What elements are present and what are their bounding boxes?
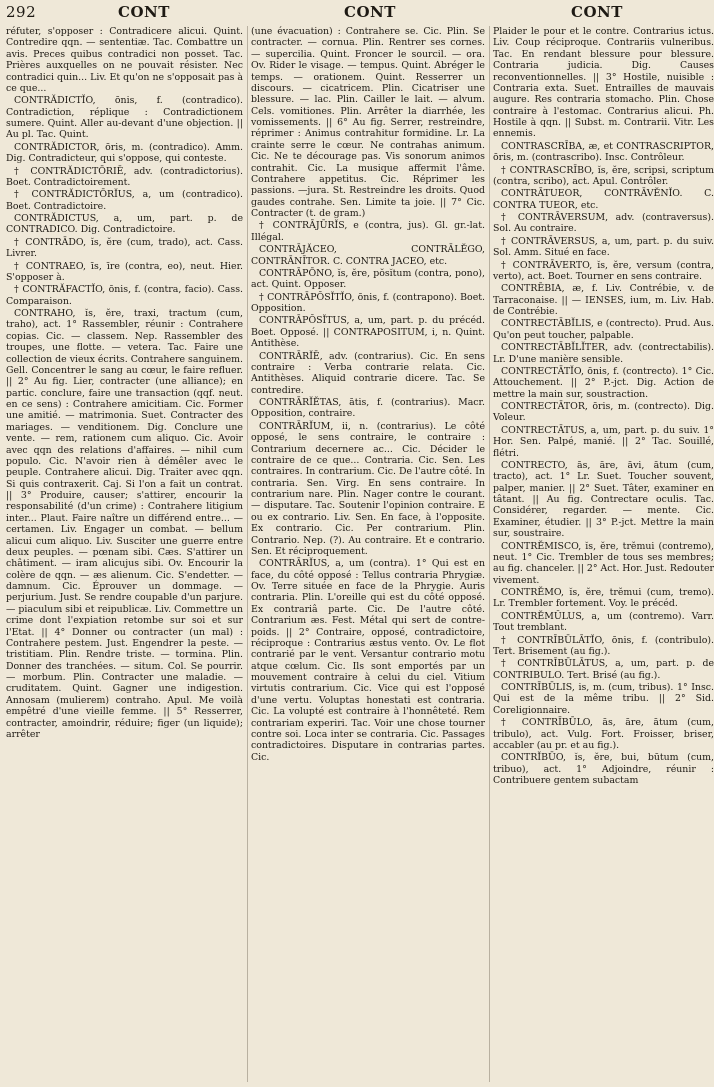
dictionary-entry: CONTRECTĀTOR, ōris, m. (contrecto). Dig. Voleur. [493,401,714,424]
dictionary-entry: † CONTRĀVERSUS, a, um, part. p. du suiv. Sol. Amm. Situé en face. [493,235,714,259]
dictionary-entry: Plaider le pour et le contre. Contrarius ictus. Liv. Coup réciproque. Contrariis vulneribus. Tac. En rendant blessure pour blessure. Contraria judicia. Dig. Causes reconventionnelles. || 3° Hostile, nuisible : Contraria exta. Suet. Entrailles de mauvais augure. Res contraria stomacho. Plin. Chose contraire à l'estomac. Contrarius alicui. Ph. Hostile à qqn. || Subst. m. Contrarii. Vitr. Les ennemis. [493,26,714,140]
dictionary-entry: CONTRĔMISCO, ĭs, ĕre, trĕmui (contremo), neut. 1° Cic. Trembler de tous ses membres; au fig. chanceler. || 2° Act. Hor. Just. Redouter vivement. [493,540,714,586]
dictionary-entry: CONTRĀTUEOR, CONTRĀVĔNĬO. C. CONTRA TUEOR, etc. [493,188,714,211]
dictionary-entry: † CONTRĂFACTĬO, ōnis, f. (contra, facio). Cass. Comparaison. [6,284,243,307]
dictionary-entry: CONTRĂDICTUS, a, um, part. p. de CONTRADICO. Dig. Contradictoire. [6,213,243,236]
dictionary-entry: CONTRĀJĂCEO, CONTRĀLĔGO, CONTRĀNĪTOR. C. CONTRA JACEO, etc. [251,244,485,267]
dictionary-entry: CONTRĒBIA, æ, f. Liv. Contrébie, v. de Tarraconaise. || — IENSES, ium, m. Liv. Hab. de Contrébie. [493,283,714,317]
dictionary-entry: CONTRĪBŪLIS, is, m. (cum, tribus). 1° Insc. Qui est de la même tribu. || 2° Sid. Coreligionnaire. [493,682,714,716]
dictionary-entry: † CONTRĀPŎSĬTĬO, ōnis, f. (contrapono). Boet. Opposition. [251,291,485,314]
dictionary-entry: CONTRĂDICTĬO, ōnis, f. (contradico). Contradiction, réplique : Contradictionem sumere. Quint. Aller au-devant d'une objection. || Au pl. Tac. Quint. [6,95,243,141]
column-3 [489,26,714,1082]
dictionary-entry: † CONTRĀVERTO, ĭs, ĕre, versum (contra, verto), act. Boet. Tourner en sens contraire. [493,259,714,282]
dictionary-entry: CONTRĀRĬĔTAS, ātis, f. (contrarius). Macr. Opposition, contraire. [251,397,485,420]
column-1 [6,26,243,1082]
dictionary-entry: CONTRECTĀTĬO, ōnis, f. (contrecto). 1° Cic. Attouchement. || 2° P.-jct. Dig. Action de mettre la main sur, soustraction. [493,365,714,400]
dictionary-entry: CONTRĔMO, ĭs, ĕre, trĕmui (cum, tremo). Lr. Trembler fortement. Voy. le précéd. [493,587,714,610]
dictionary-entry: CONTRĀRĬUM, ii, n. (contrarius). Le côté opposé, le sens contraire, le contraire : Contrarium decernere ac... Cic. Décider le contraire de ce que... Contraria. Cic. Sen. Les contraires. In contrarium. Cic. De l'autre côté. In contraria. Sen. Virg. En sens contraire. In contrarium nare. Plin. Nager contre le courant. — disputare. Tac. Soutenir l'opinion contraire. E ou ex contrario. Liv. Sen. En face, à l'opposite. Ex contrario. Cic. Per contrarium. Plin. Contrario. Nep. (?). Au contraire. Et e contrario. Sen. Et réciproquement. [251,420,485,557]
dictionary-entry: † CONTRĪBŪLĀTĬO, ōnis, f. (contribulo). Tert. Brisement (au fig.). [493,634,714,657]
dictionary-entry: CONTRĔMŬLUS, a, um (contremo). Varr. Tout tremblant. [493,610,714,634]
column-2 [247,26,485,1082]
dictionary-entry: CONTRĬBŪO, ĭs, ĕre, bui, būtum (cum, tribuo), act. 1° Adjoindre, réunir : Contribuere gentem subactam [493,752,714,786]
dictionary-entry: CONTRECTĀTUS, a, um, part. p. du suiv. 1° Hor. Sen. Palpé, manié. || 2° Tac. Souillé, flétri. [493,424,714,459]
dictionary-entry: † CONTRĪBŪLO, ās, āre, ātum (cum, tribulo), act. Vulg. Fort. Froisser, briser, accabler (au pr. et au fig.). [493,717,714,751]
running-head-word: CONT [344,3,396,21]
dictionary-entry: réfuter, s'opposer : Contradicere alicui. Quint. Contredire qqn. — sententiæ. Tac. Combattre un avis. Preces quibus contradici non posset. Tac. Prières auxquelles on ne pouvait résister. Nec contradici quin... Liv. Et qu'on ne s'opposait pas à ce que... [6,26,243,94]
dictionary-entry: † CONTRASCRĪBO, ĭs, ĕre, scripsi, scriptum (contra, scribo), act. Apul. Contrôler. [493,164,714,187]
dictionary-entry: † CONTRAEO, īs, īre (contra, eo), neut. Hier. S'opposer à. [6,260,243,283]
dictionary-entry: CONTRĀRĬUS, a, um (contra). 1° Qui est en face, du côté opposé : Tellus contraria Phrygiæ. Ov. Terre située en face de la Phrygie. Auris contraria. Plin. L'oreille qui est du côté opposé. Ex contrariâ parte. Cic. De l'autre côté. Contrarium æs. Fest. Métal qui sert de contre-poids. || 2° Contraire, opposé, contradictoire, réciproque : Contrarius æstus vento. Ov. Le flot contrarié par le vent. Versantur contrario motu atque cœlum. Cic. Ils sont emportés par un mouvement contraire à celui du ciel. Vitium virtutis contrarium. Cic. Vice qui est l'opposé d'une vertu. Voluptas honestati est contraria. Cic. La volupté est contraire à l'honnêteté. Rem contrariam experiri. Tac. Voir une chose tourner contre soi. Loca inter se contraria. Cic. Passages contradictoires. Disputare in contrarias partes. Cic. [251,558,485,763]
dictionary-entry: CONTRECTO, ās, āre, āvi, ātum (cum, tracto), act. 1° Lr. Suet. Toucher souvent, palper, manier. || 2° Suet. Tâter, examiner en tâtant. || Au fig. Contrectare oculis. Tac. Considérer, regarder. — mente. Cic. Examiner, étudier. || 3° P.-jct. Mettre la main sur, soustraire. [493,459,714,540]
dictionary-entry: † CONTRĂDICTŌRIĒ, adv. (contradictorius). Boet. Contradictoirement. [6,165,243,188]
dictionary-entry: CONTRECTĀBĬLIS, e (contrecto). Prud. Aus. Qu'on peut toucher, palpable. [493,318,714,341]
dictionary-entry: CONTRĀPŎSĬTUS, a, um, part. p. du précéd. Boet. Opposé. || CONTRAPOSITUM, i, n. Quint. Antithèse. [251,315,485,350]
dictionary-entry: CONTRĀPŌNO, ĭs, ĕre, pŏsĭtum (contra, pono), act. Quint. Opposer. [251,267,485,291]
dictionary-entry: † CONTRĀJŪRĬS, e (contra, jus). Gl. gr.-lat. Illégal. [251,220,485,243]
dictionary-entry: (une évacuation) : Contrahere se. Cic. Plin. Se contracter. — cornua. Plin. Rentrer ses cornes. — supercilia. Quint. Froncer le sourcil. — ora. Ov. Rider le visage. — tempus. Quint. Abréger le temps. — orationem. Quint. Resserrer un discours. — cicatricem. Plin. Cicatriser une blessure. — lac. Plin. Cailler le lait. — alvum. Cels. vomitiones. Plin. Arrêter la diarrhée, les vomissements. || 6° Au fig. Serrer, restreindre, réprimer : Animus contrahitur formidine. Lr. La crainte serre le cœur. Ne contrahas animum. Cic. Ne te décourage pas. Vis sonorum animos contrahit. Cic. La musique affermit l'âme. Contrahere appetitus. Cic. Réprimer les passions. —jura. St. Restreindre les droits. Quod gaudes contrahe. Sen. Limite ta joie. || 7° Cic. Contracter (t. de gram.) [251,26,485,219]
running-head-word: CONT [118,3,170,21]
text-columns [6,26,714,1082]
dictionary-entry: † CONTRĂDICTŌRĬUS, a, um (contradico). Boet. Contradictoire. [6,189,243,212]
dictionary-entry: † CONTRĀDO, ĭs, ĕre (cum, trado), act. Cass. Livrer. [6,236,243,260]
dictionary-entry: CONTRAHO, ĭs, ĕre, traxi, tractum (cum, traho), act. 1° Rassembler, réunir : Contrahere copias. Cic. — classem. Nep. Rassembler des troupes, une flotte. — vetera. Tac. Faire une collection de vieux écrits. Contrahere sanguinem. Gell. Concentrer le sang au cœur, le faire refluer. || 2° Au fig. Lier, contracter (une alliance); en partic. conclure, faire une transaction (qqf. neut. en ce sens) : Contrahere amicitiam. Cic. Former une amitié. — matrimonia. Suet. Contracter des mariages. — venditionem. Dig. Conclure une vente. — rem, rationem cum aliquo. Cic. Avoir avec qqn des relations d'affaires. — nihil cum populo. Cic. N'avoir rien à démêler avec le peuple. Contrahere alicui. Dig. Traiter avec qqn. Si quis contraxerit. Caj. Si l'on a fait un contrat. || 3° Produire, causer; s'attirer, encourir la responsabilité (d'un crime) : Contrahere litigium inter... Plaut. Faire naître un différend entre... — certamen. Liv. Engager un combat. — bellum alicui cum aliquo. Liv. Susciter une guerre entre deux peuples. — pœnam sibi. Cæs. S'attirer un châtiment. — iram alicujus sibi. Ov. Encourir la colère de qqn. — æs alienum. Cic. S'endetter. — damnum. Cic. Éprouver un dommage. — perjurium. Just. Se rendre coupable d'un parjure. — piaculum sibi et reipublicæ. Liv. Commettre un crime dont l'expiation retombe sur soi et sur l'Etat. || 4° Donner ou contracter (un mal) : Contrahere pestem. Just. Engendrer la peste. — tristitiam. Plin. Rendre triste. — tormina. Plin. Donner des tranchées. — situm. Col. Se pourrir. — morbum. Plin. Contracter une maladie. — cruditatem. Quint. Gagner une indigestion. Annosam (mulierem) contraho. Apul. Me voilà empêtré d'une vieille femme. || 5° Resserrer, contracter, amoindrir, réduire; figer (un liquide); arrêter [6,308,243,740]
dictionary-entry: CONTRĂDICTOR, ōris, m. (contradico). Amm. Dig. Contradicteur, qui s'oppose, qui conteste. [6,141,243,165]
dictionary-entry: † CONTRĪBŪLĀTUS, a, um, part. p. de CONTRIBULO. Tert. Brisé (au fig.). [493,658,714,681]
running-head-word: CONT [571,3,623,21]
dictionary-entry: CONTRECTĀBĬLĬTER, adv. (contrectabilis). Lr. D'une manière sensible. [493,342,714,365]
dictionary-entry: CONTRĀRĬĒ, adv. (contrarius). Cic. En sens contraire : Verba contrarie relata. Cic. Antithèses. Aliquid contrarie dicere. Tac. Se contredire. [251,350,485,396]
dictionary-entry: CONTRASCRĪBA, æ, et CONTRASCRIPTOR, ōris, m. (contrascribo). Insc. Contrôleur. [493,140,714,164]
dictionary-entry: † CONTRĀVERSUM, adv. (contraversus). Sol. Au contraire. [493,212,714,235]
page-number: 292 [6,3,37,21]
page-header [6,0,708,26]
